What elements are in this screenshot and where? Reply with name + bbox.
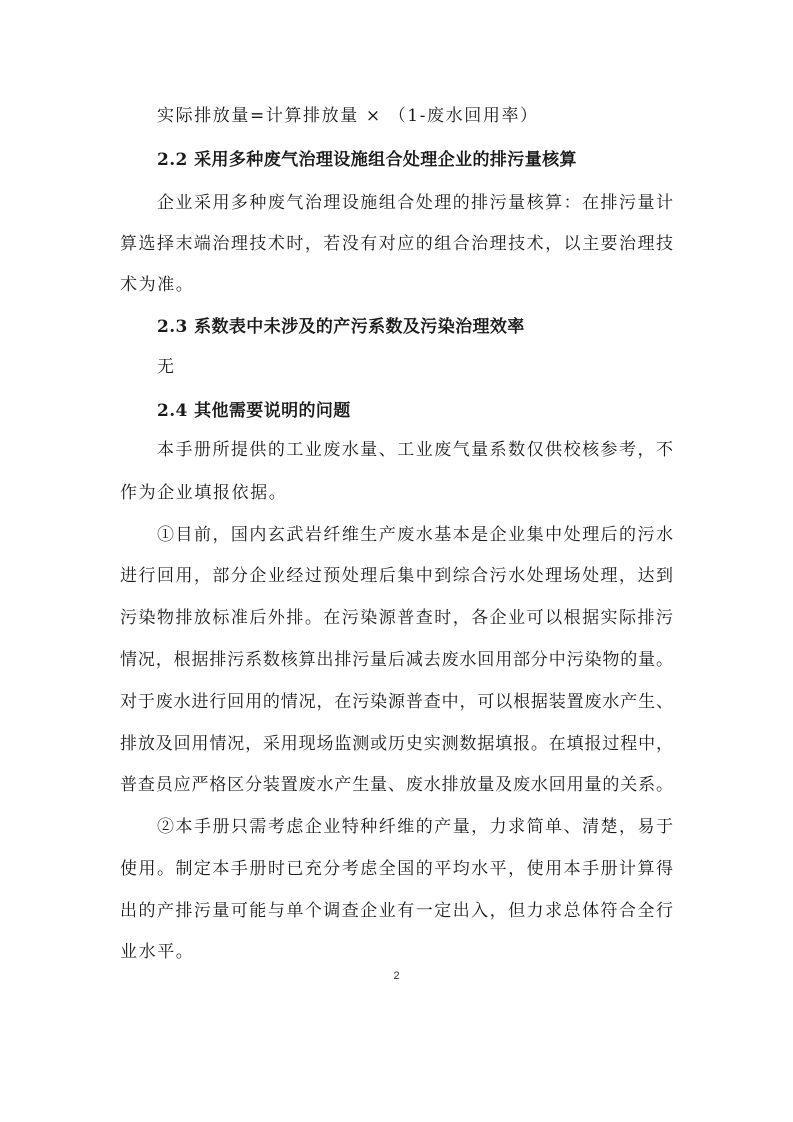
paragraph-line: 术为准。 <box>120 275 195 295</box>
page-number: 2 <box>393 970 400 982</box>
paragraph-line: 出的产排污量可能与单个调查企业有一定出入，但力求总体符合全行 <box>120 901 673 921</box>
paragraph-line: ①目前，国内玄武岩纤维生产废水基本是企业集中处理后的污水 <box>157 525 673 545</box>
paragraph-line: 算选择末端治理技术时，若没有对应的组合治理技术，以主要治理技 <box>120 234 673 254</box>
section-heading-2-4: 2.4 其他需要说明的问题 <box>157 401 351 421</box>
paragraph-line: 进行回用，部分企业经过预处理后集中到综合污水处理场处理，达到 <box>120 566 673 586</box>
paragraph-line: 情况，根据排污系数核算出排污量后减去废水回用部分中污染物的量。 <box>120 650 673 670</box>
section-heading-2-3: 2.3 系数表中未涉及的产污系数及污染治理效率 <box>157 317 525 337</box>
paragraph-line: 排放及回用情况，采用现场监测或历史实测数据填报。在填报过程中， <box>120 734 673 754</box>
paragraph-line: ②本手册只需考虑企业特种纤维的产量，力求简单、清楚，易于 <box>157 817 673 837</box>
section-heading-2-2: 2.2 采用多种废气治理设施组合处理企业的排污量核算 <box>157 150 577 170</box>
formula-line: 实际排放量=计算排放量 × （1-废水回用率） <box>157 106 539 126</box>
paragraph-line: 作为企业填报依据。 <box>120 483 288 503</box>
paragraph-line: 使用。制定本手册时已充分考虑全国的平均水平，使用本手册计算得 <box>120 859 673 879</box>
paragraph-line: 污染物排放标准后外排。在污染源普查时，各企业可以根据实际排污 <box>120 608 673 628</box>
paragraph-line: 对于废水进行回用的情况，在污染源普查中，可以根据装置废水产生、 <box>120 692 673 712</box>
paragraph-line: 企业采用多种废气治理设施组合处理的排污量核算：在排污量计 <box>157 193 673 213</box>
paragraph-line: 无 <box>157 357 176 377</box>
paragraph-line: 本手册所提供的工业废水量、工业废气量系数仅供校核参考，不 <box>157 440 673 460</box>
paragraph-line: 业水平。 <box>120 942 195 962</box>
paragraph-line: 普查员应严格区分装置废水产生量、废水排放量及废水回用量的关系。 <box>120 775 673 795</box>
